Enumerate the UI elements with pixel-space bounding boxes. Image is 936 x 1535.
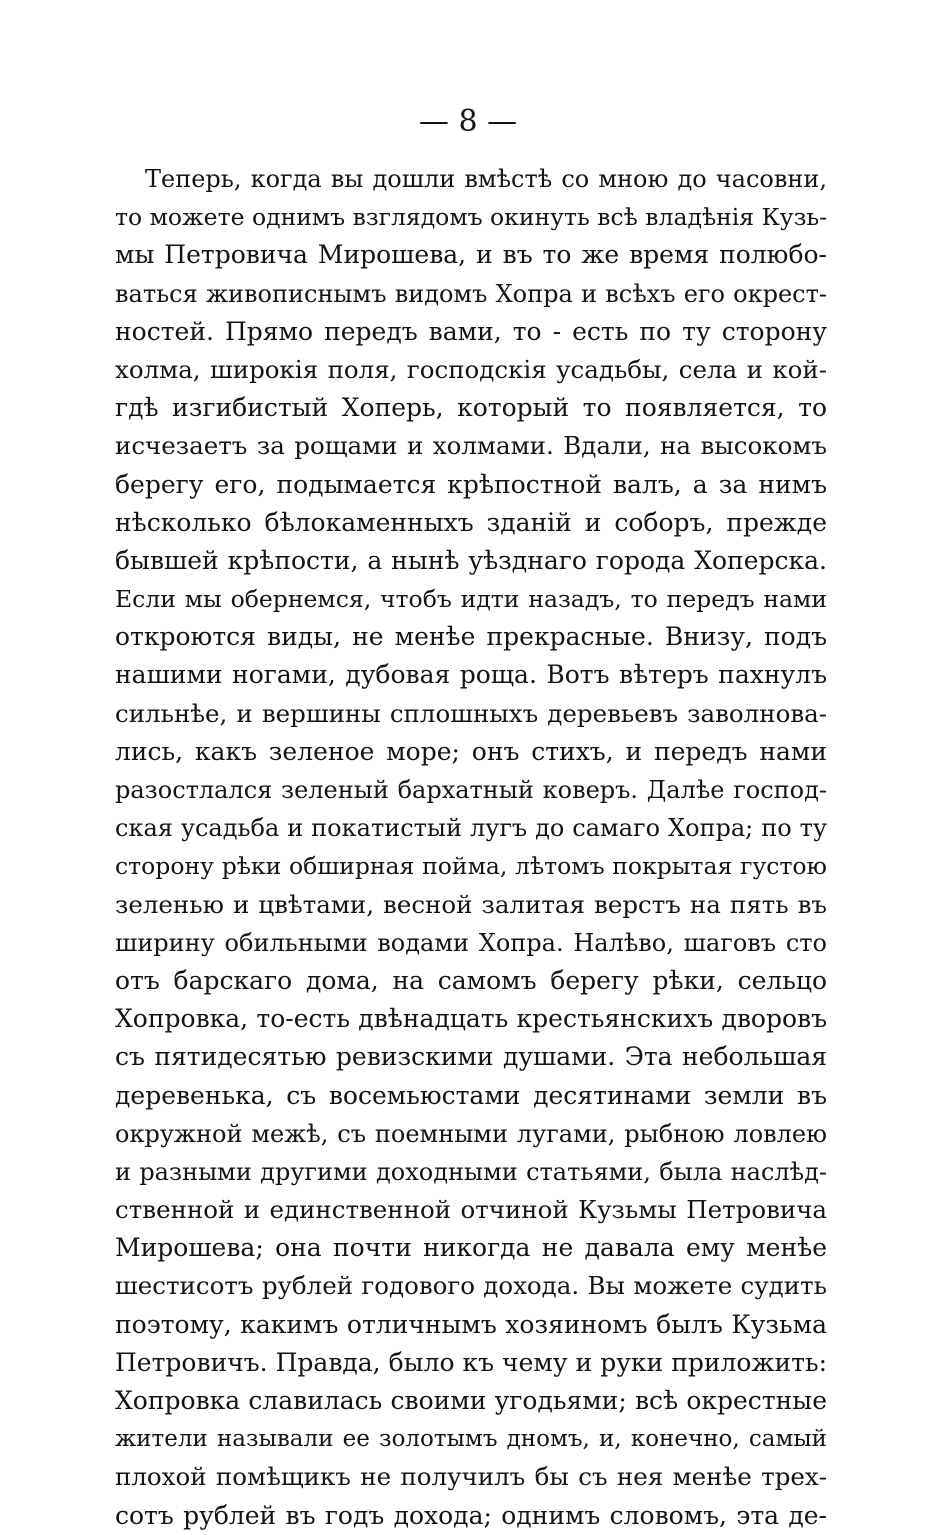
text-line: ская усадьба и покатистый лугъ до самаго Хопра; по ту xyxy=(115,814,827,843)
text-line: мы Петровича Мирошева, и въ то же время полюбо- xyxy=(115,240,827,270)
text-line: сотъ рублей въ годъ дохода; однимъ словомъ, эта де- xyxy=(115,1500,827,1530)
text-line: окружной межѣ, съ поемными лугами, рыбною ловлею xyxy=(115,1119,827,1148)
text-line: поэтому, какимъ отличнымъ хозяиномъ былъ Кузьма xyxy=(115,1309,827,1339)
text-line: съ пятидесятью ревизскими душами. Эта небольшая xyxy=(115,1042,827,1072)
text-line: жители называли ее золотымъ дномъ, и, конечно, самый xyxy=(115,1426,827,1453)
text-line: лись, какъ зеленое море; онъ стихъ, и передъ нами xyxy=(115,736,827,766)
text-line: разостлался зеленый бархатный коверъ. Далѣе господ- xyxy=(115,776,827,804)
text-line: зеленью и цвѣтами, весной залитая верстъ на пять въ xyxy=(115,889,827,919)
text-line: откроются виды, не менѣе прекрасные. Внизу, подъ xyxy=(115,622,827,652)
text-line: сильнѣе, и вершины сплошныхъ деревьевъ заволнова- xyxy=(115,698,827,728)
text-line: холма, широкія поля, господскія усадьбы, села и кой- xyxy=(115,354,827,384)
text-line: нашими ногами, дубовая роща. Вотъ вѣтеръ пахнулъ xyxy=(115,660,827,690)
text-line: и разными другими доходными статьями, была наслѣд- xyxy=(115,1157,827,1186)
text-line: Хопровка, то-есть двѣнадцать крестьянскихъ дворовъ xyxy=(115,1004,827,1034)
page-number: — 8 — xyxy=(418,104,518,139)
text-line: шестисотъ рублей годового дохода. Вы можете судить xyxy=(115,1271,827,1301)
text-line: ширину обильными водами Хопра. Налѣво, шаговъ сто xyxy=(115,928,827,957)
text-line: гдѣ изгибистый Хоперь, который то появляется, то xyxy=(115,393,827,423)
text-line: отъ барскаго дома, на самомъ берегу рѣки, сельцо xyxy=(115,965,827,995)
text-line: исчезаетъ за рощами и холмами. Вдали, на высокомъ xyxy=(115,431,827,461)
text-line: то можете однимъ взглядомъ окинуть всѣ владѣнія Кузь- xyxy=(115,203,828,232)
text-line: плохой помѣщикъ не получилъ бы съ нея менѣе трех- xyxy=(115,1462,827,1492)
text-line: ностей. Прямо передъ вами, то - есть по ту сторону xyxy=(115,316,827,346)
text-line: Хопровка славилась своими угодьями; всѣ окрестные xyxy=(115,1386,827,1415)
body-text xyxy=(115,160,827,1535)
text-line: ваться живописнымъ видомъ Хопра и всѣхъ его окрест- xyxy=(115,279,827,308)
text-line: Если мы обернемся, чтобъ идти назадъ, то передъ нами xyxy=(115,585,827,614)
text-line: Петровичъ. Правда, было къ чему и руки приложить: xyxy=(115,1347,827,1377)
text-line: ственной и единственной отчиной Кузьмы Петровича xyxy=(115,1195,827,1225)
text-line: сторону рѣки обширная пойма, лѣтомъ покрытая густою xyxy=(115,852,827,881)
text-line: деревенька, съ восемьюстами десятинами земли въ xyxy=(115,1080,827,1110)
text-line: Мирошева; она почти никогда не давала ему менѣе xyxy=(115,1233,827,1263)
text-line: берегу его, подымается крѣпостной валъ, а за нимъ xyxy=(115,469,827,499)
text-line: нѣсколько бѣлокаменныхъ зданій и соборъ, прежде xyxy=(115,507,827,537)
text-line: бывшей крѣпости, а нынѣ уѣзднаго города Хоперска. xyxy=(115,545,827,575)
text-line: Теперь, когда вы дошли вмѣстѣ со мною до часовни, xyxy=(145,165,827,193)
